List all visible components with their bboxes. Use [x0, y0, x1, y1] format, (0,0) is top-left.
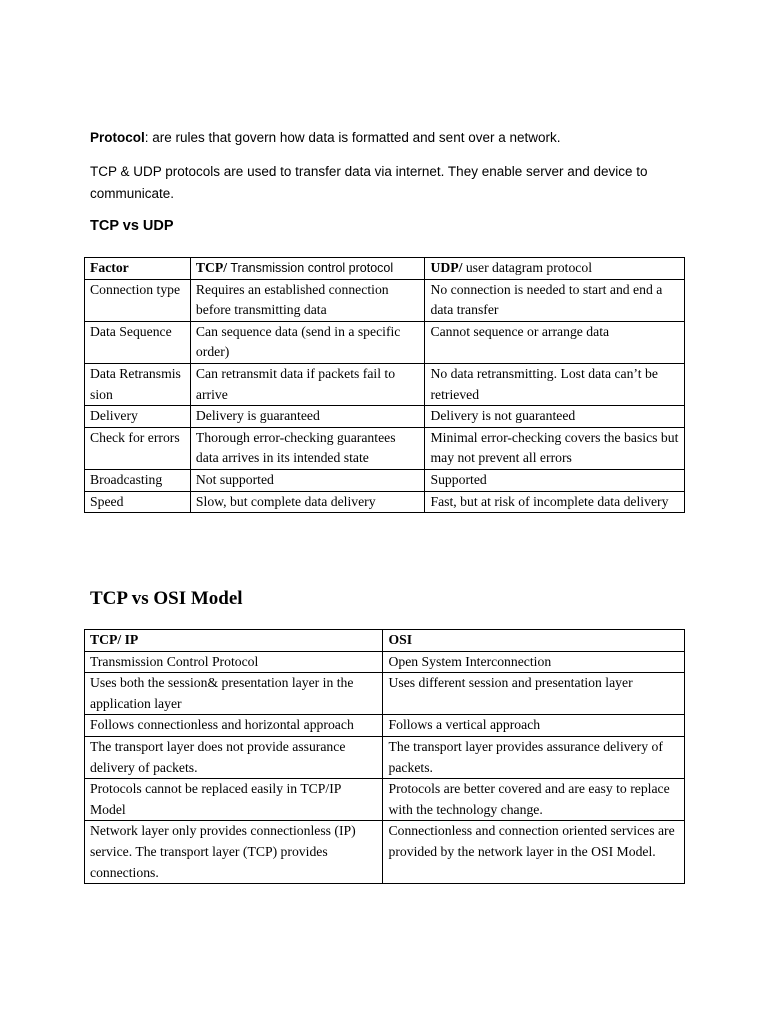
table-row: [85, 406, 685, 428]
table-row: [85, 736, 685, 778]
table-header-row: [85, 630, 685, 652]
tcp-cell: Requires an established connection before transmitting data: [190, 279, 425, 321]
table-row: [85, 673, 685, 715]
tcp-cell: Thorough error-checking guarantees data arrives in its intended state: [190, 427, 425, 469]
udp-cell: No data retransmitting. Lost data can’t be retrieved: [425, 363, 685, 405]
table-row: [85, 363, 685, 405]
table-row: [85, 821, 685, 884]
header-tcp-full: Transmission control protocol: [227, 261, 394, 275]
osi-cell: Follows a vertical approach: [383, 715, 685, 737]
table-row: [85, 321, 685, 363]
udp-cell: Delivery is not guaranteed: [425, 406, 685, 428]
header-udp-abbr: UDP/: [430, 260, 463, 275]
factor-cell: Data Retransmission: [85, 363, 191, 405]
table-row: [85, 779, 685, 821]
tcp-udp-intro: TCP & UDP protocols are used to transfer data via internet. They enable server and device to communicate.: [90, 164, 648, 201]
osi-cell: Connectionless and connection oriented services are provided by the network layer in the OSI Model.: [383, 821, 685, 884]
header-tcp: [190, 258, 425, 280]
tcp-vs-osi-table: [84, 629, 685, 884]
protocol-definition-text: : are rules that govern how data is formatted and sent over a network.: [144, 130, 561, 145]
table-header-row: [85, 258, 685, 280]
factor-cell: Speed: [85, 491, 191, 513]
header-tcpip: TCP/ IP: [85, 630, 383, 652]
osi-cell: Protocols are better covered and are easy to replace with the technology change.: [383, 779, 685, 821]
tcp-cell: Can retransmit data if packets fail to arrive: [190, 363, 425, 405]
tcpip-cell: Uses both the session& presentation layer in the application layer: [85, 673, 383, 715]
tcp-cell: Not supported: [190, 469, 425, 491]
tcp-vs-udp-table: [84, 257, 685, 513]
header-osi: OSI: [383, 630, 685, 652]
tcpip-cell: Protocols cannot be replaced easily in TCP/IP Model: [85, 779, 383, 821]
tcp-vs-osi-heading: TCP vs OSI Model: [90, 588, 243, 609]
udp-cell: Supported: [425, 469, 685, 491]
factor-cell: Check for errors: [85, 427, 191, 469]
header-factor: Factor: [85, 258, 191, 280]
header-tcp-abbr: TCP/: [195, 260, 228, 275]
header-udp-full: user datagram protocol: [462, 260, 593, 275]
osi-cell: The transport layer provides assurance delivery of packets.: [383, 736, 685, 778]
protocol-definition: [90, 127, 690, 149]
table-row: [85, 279, 685, 321]
tcpip-cell: Transmission Control Protocol: [85, 651, 383, 673]
tcpip-cell: Follows connectionless and horizontal approach: [85, 715, 383, 737]
tcp-cell: Delivery is guaranteed: [190, 406, 425, 428]
udp-cell: Cannot sequence or arrange data: [425, 321, 685, 363]
protocol-term: Protocol: [90, 130, 145, 145]
factor-cell: Delivery: [85, 406, 191, 428]
table-row: [85, 491, 685, 513]
factor-cell: Broadcasting: [85, 469, 191, 491]
table-row: [85, 427, 685, 469]
osi-cell: Open System Interconnection: [383, 651, 685, 673]
table-row: [85, 651, 685, 673]
factor-cell: Connection type: [85, 279, 191, 321]
tcp-cell: Can sequence data (send in a specific order): [190, 321, 425, 363]
table-row: [85, 469, 685, 491]
header-udp: [425, 258, 685, 280]
tcpip-cell: The transport layer does not provide assurance delivery of packets.: [85, 736, 383, 778]
osi-cell: Uses different session and presentation layer: [383, 673, 685, 715]
tcp-cell: Slow, but complete data delivery: [190, 491, 425, 513]
udp-cell: No connection is needed to start and end a data transfer: [425, 279, 685, 321]
tcpip-cell: Network layer only provides connectionless (IP) service. The transport layer (TCP) provides connections.: [85, 821, 383, 884]
udp-cell: Minimal error-checking covers the basics but may not prevent all errors: [425, 427, 685, 469]
factor-cell: Data Sequence: [85, 321, 191, 363]
table-row: [85, 715, 685, 737]
tcp-vs-udp-heading: TCP vs UDP: [90, 218, 174, 234]
udp-cell: Fast, but at risk of incomplete data delivery: [425, 491, 685, 513]
